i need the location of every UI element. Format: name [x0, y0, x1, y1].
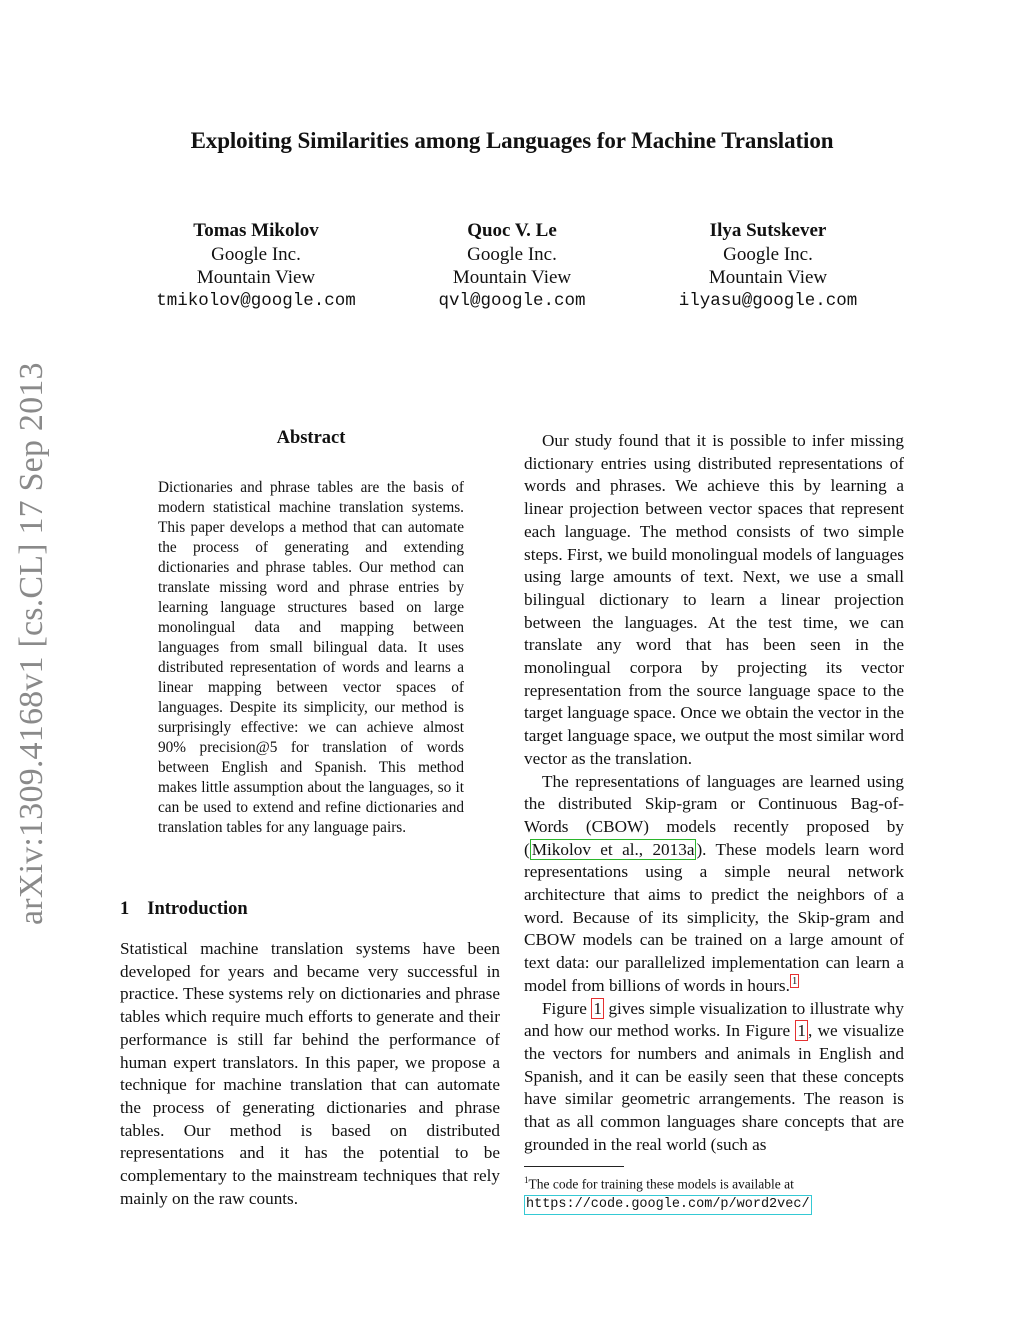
footnote-divider [524, 1166, 624, 1167]
intro-right-column [524, 430, 904, 1157]
author-email: qvl@google.com [438, 290, 586, 311]
paper-title: Exploiting Similarities among Languages for Machine Translation [190, 128, 834, 153]
text-span: The representations of languages are learned using the distributed Skip-gram or Continuous Bag-of-Words (CBOW) models recently proposed by ( [524, 771, 904, 859]
abstract-heading: Abstract [276, 428, 346, 448]
author-affiliation: Google Inc. [723, 243, 813, 265]
author-affiliation: Google Inc. [211, 243, 301, 265]
text-span: ). These models learn word representations using a simple neural network architecture that aims to predict the neighbors of a word. Because of its simplicity, the Skip-gram and CBOW models can be trained on a large amount of text data: our parallelized implementation can learn a model from billions of words in hours. [524, 839, 904, 995]
intro-paragraph: Statistical machine translation systems have been developed for years and became very successful in practice. These systems rely on dictionaries and phrase tables which require much efforts to generate and their performance is still far behind the performance of human expert translators. In this paper, we propose a technique for machine translation that can automate the process of generating dictionaries and phrase tables. Our method is based on distributed representations and it has the potential to be complementary to the mainstream techniques that rely mainly on the raw counts. [120, 939, 500, 1208]
text-span: gives simple visualization to illustrate why and how our method works. In Figure [524, 998, 904, 1041]
footnote-link[interactable]: 1 [791, 975, 798, 988]
author-location: Mountain View [196, 267, 316, 288]
author-block-2 [382, 219, 642, 313]
author-location: Mountain View [708, 267, 828, 288]
author-email: ilyasu@google.com [678, 290, 858, 311]
author-block-3 [638, 219, 898, 313]
body-paragraph: Our study found that it is possible to infer missing dictionary entries using distributed representations of words and phrases. We achieve this by learning a linear projection between vector spaces that represent each language. The method consists of two simple steps. First, we build monolingual models of languages using large amounts of text. Next, we use a small bilingual dictionary to learn a linear projection between the languages. At the test time, we can translate any word that has been seen in the monolingual corpora by projecting its vector representation from the source language space to the target language space. Once we obtain the vector in the target language space, we output the most similar word vector as the translation. [524, 431, 904, 768]
author-name: Tomas Mikolov [193, 220, 319, 241]
author-name: Ilya Sutskever [709, 220, 827, 241]
body-paragraph [524, 998, 904, 1157]
section-number: 1 [120, 899, 130, 919]
section-title: Introduction [147, 899, 248, 919]
section-heading [120, 899, 248, 920]
figure-ref-link[interactable]: 1 [593, 998, 602, 1018]
abstract-text: Dictionaries and phrase tables are the basis of modern statistical machine translation systems. This paper develops a method that can automate the process of generating and extending dictionaries and phrase tables. Our method can translate missing word and phrase entries by learning language structures based on large monolingual data and mapping between languages from small bilingual data. It uses distributed representation of words and learns a linear mapping between vector spaces of languages. Despite its simplicity, our method is surprisingly effective: we can achieve almost 90% precision@5 for translation of words between English and Spanish. This method makes little assumption about the languages, so it can be used to extend and refine dictionaries and translation tables for any language pairs. [158, 479, 464, 836]
text-span: , we visualize the vectors for numbers and animals in English and Spanish, and it can be easily seen that these concepts have similar geometric arrangements. The reason is that as all common languages share concepts that are grounded in the real world (such as [524, 1021, 904, 1154]
author-email: tmikolov@google.com [156, 290, 356, 311]
footnote-text: The code for training these models is available at [528, 1176, 794, 1192]
author-location: Mountain View [452, 267, 572, 288]
intro-left-column [120, 938, 500, 1210]
author-affiliation: Google Inc. [467, 243, 557, 265]
author-block-1 [126, 219, 386, 313]
footnote [524, 1171, 924, 1215]
author-name: Quoc V. Le [467, 220, 557, 241]
figure-ref-link[interactable]: 1 [797, 1021, 806, 1041]
footnote-mark: 1 [524, 1175, 529, 1185]
text-span: Figure [542, 998, 592, 1018]
arxiv-sidebar-stamp: arXiv:1309.4168v1 [cs.CL] 17 Sep 2013 [13, 362, 50, 925]
footnote-url-link[interactable]: https://code.google.com/p/word2vec/ [524, 1195, 812, 1215]
citation-link[interactable]: Mikolov et al., 2013a [531, 839, 695, 859]
body-paragraph [524, 771, 904, 998]
